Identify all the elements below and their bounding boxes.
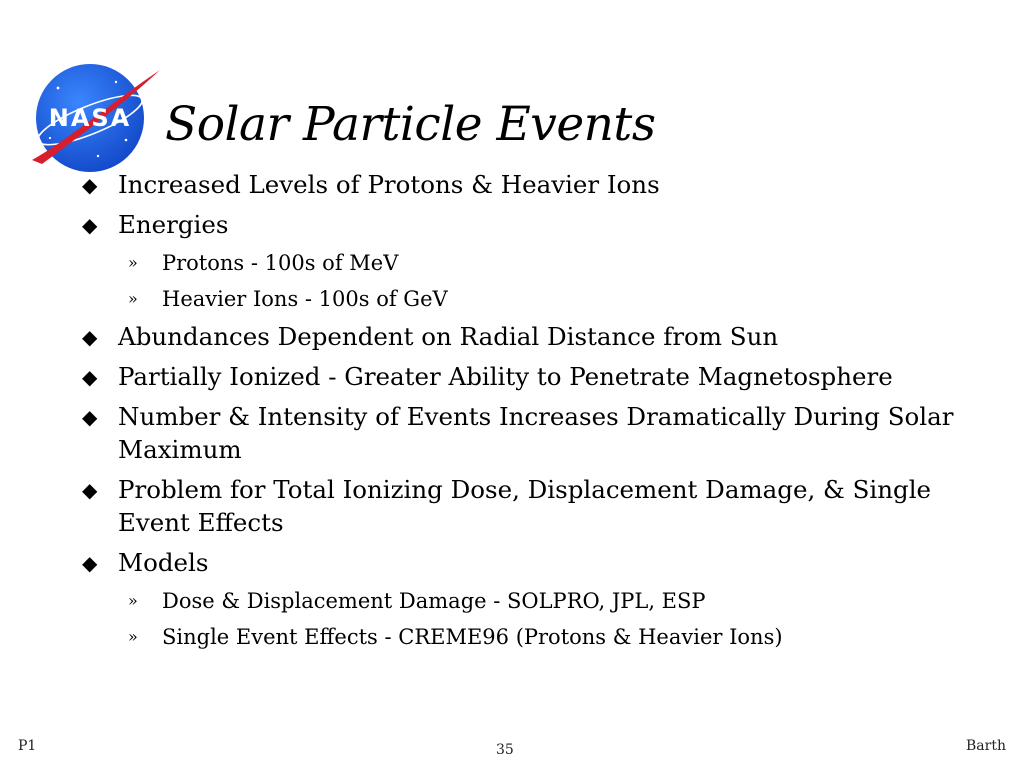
chevron-bullet-icon: » [128, 591, 138, 610]
chevron-bullet-icon: » [128, 253, 138, 272]
nasa-logo [28, 60, 163, 175]
footer-left-label: P1 [18, 738, 37, 754]
slide-title: Solar Particle Events [165, 97, 656, 152]
sub-bullet-item [80, 284, 980, 314]
bullet-item [80, 546, 980, 579]
sub-bullet-item [80, 248, 980, 278]
bullet-text: Problem for Total Ionizing Dose, Displacement Damage, & Single Event Effects [118, 475, 932, 537]
diamond-bullet-icon: ◆ [82, 173, 98, 197]
sub-bullet-text: Heavier Ions - 100s of GeV [162, 287, 448, 311]
bullet-text: Abundances Dependent on Radial Distance from Sun [118, 322, 779, 351]
diamond-bullet-icon: ◆ [82, 325, 98, 349]
bullet-item [80, 360, 980, 393]
sub-bullet-text: Protons - 100s of MeV [162, 251, 399, 275]
diamond-bullet-icon: ◆ [82, 213, 98, 237]
sub-bullet-text: Single Event Effects - CREME96 (Protons & Heavier Ions) [162, 625, 783, 649]
bullet-text: Models [118, 548, 209, 577]
diamond-bullet-icon: ◆ [82, 405, 98, 429]
diamond-bullet-icon: ◆ [82, 365, 98, 389]
chevron-bullet-icon: » [128, 289, 138, 308]
bullet-item [80, 400, 980, 466]
bullet-item [80, 320, 980, 353]
bullet-item [80, 168, 980, 201]
bullet-item [80, 208, 980, 241]
bullet-text: Number & Intensity of Events Increases Dramatically During Solar Maximum [118, 402, 954, 464]
sub-bullet-item [80, 622, 980, 652]
page-number: 35 [496, 742, 514, 758]
sub-bullet-item [80, 586, 980, 616]
bullet-item [80, 473, 980, 539]
logo-text: NASA [48, 104, 132, 132]
diamond-bullet-icon: ◆ [82, 478, 98, 502]
chevron-bullet-icon: » [128, 627, 138, 646]
diamond-bullet-icon: ◆ [82, 551, 98, 575]
bullet-list [80, 168, 980, 658]
bullet-text: Partially Ionized - Greater Ability to Penetrate Magnetosphere [118, 362, 893, 391]
bullet-text: Energies [118, 210, 229, 239]
footer-author: Barth [966, 738, 1006, 754]
bullet-text: Increased Levels of Protons & Heavier Ions [118, 170, 660, 199]
sub-bullet-text: Dose & Displacement Damage - SOLPRO, JPL, ESP [162, 589, 706, 613]
